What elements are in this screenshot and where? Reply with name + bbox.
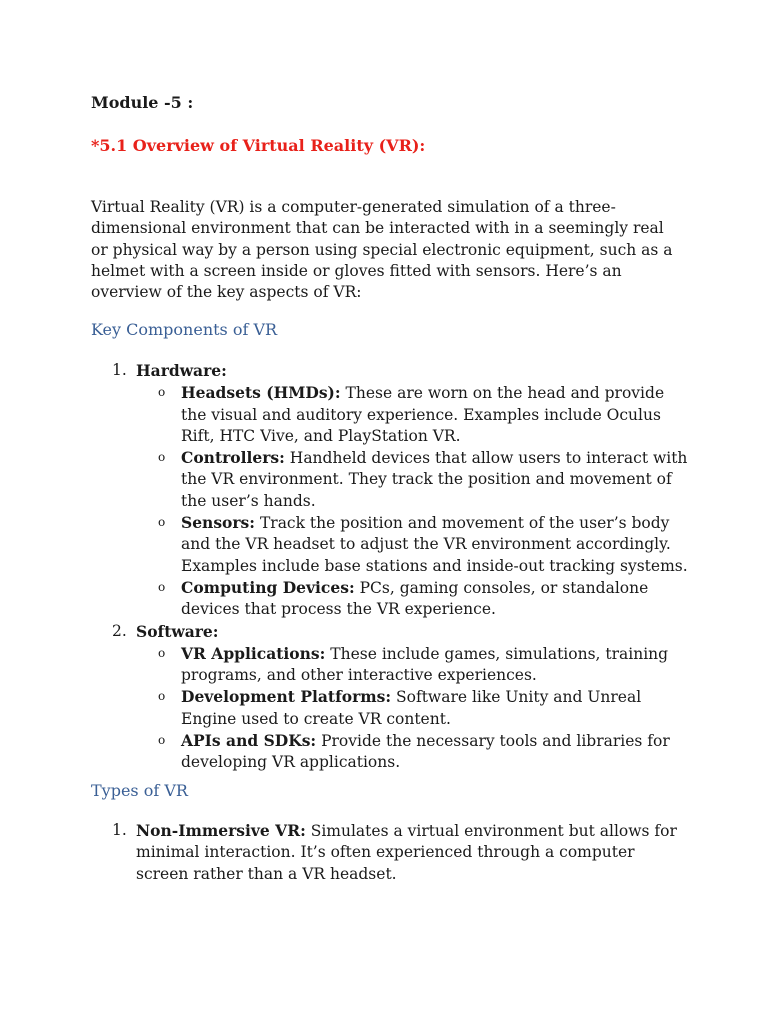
list-item-non-immersive: [91, 820, 691, 885]
circle-bullet-icon: o: [158, 579, 166, 594]
item-term: Controllers:: [181, 448, 285, 468]
item-text: Provide the necessary tools and libraries for developing VR applications.: [181, 732, 670, 772]
list-number: 2.: [112, 621, 127, 640]
item-text: These are worn on the head and provide the visual and auditory experience. Examples include Oculus Rift, HTC Vive, and PlayStation VR.: [181, 384, 665, 445]
list-item: [136, 447, 691, 512]
item-term: VR Applications:: [181, 643, 326, 663]
circle-bullet-icon: o: [158, 450, 166, 465]
list-item: [136, 686, 691, 730]
software-sublist: [136, 643, 691, 774]
item-term: Non-Immersive VR:: [136, 821, 306, 840]
list-item-label: Software:: [136, 621, 219, 641]
list-item: [136, 730, 691, 774]
intro-paragraph: Virtual Reality (VR) is a computer-generated simulation of a three-dimensional environment that can be interacted with in a seemingly real or physical way by a person using special electronic equipment, such as a helmet with a screen inside or gloves fitted with sensors. Here’s an overview of the key aspects of VR:: [91, 198, 673, 302]
item-term: Sensors:: [181, 513, 256, 533]
circle-bullet-icon: o: [158, 385, 166, 400]
item-text: PCs, gaming consoles, or standalone devices that process the VR experience.: [181, 578, 649, 619]
item-term: Computing Devices:: [181, 577, 355, 597]
list-item: [136, 577, 691, 621]
circle-bullet-icon: o: [158, 733, 166, 748]
item-term: Headsets (HMDs):: [181, 383, 341, 403]
item-term: Development Platforms:: [181, 687, 392, 707]
item-text: Track the position and movement of the user’s body and the VR headset to adjust the VR environment accordingly. Examples include base stations and inside-out tracking systems.: [181, 514, 688, 575]
item-text: Simulates a virtual environment but allows for minimal interaction. It’s often experienced through a computer screen rather than a VR headset.: [136, 822, 677, 883]
item-text: Handheld devices that allow users to interact with the VR environment. They track the position and movement of the user’s hands.: [181, 449, 688, 510]
circle-bullet-icon: o: [158, 645, 166, 660]
key-components-heading: Key Components of VR: [91, 320, 278, 339]
list-item: [136, 382, 691, 447]
list-item: [136, 512, 691, 577]
section-title: *5.1 Overview of Virtual Reality (VR):: [91, 136, 426, 155]
circle-bullet-icon: o: [158, 515, 166, 530]
list-item: [136, 643, 691, 687]
types-heading: Types of VR: [91, 781, 188, 800]
module-title: Module -5 :: [91, 93, 194, 112]
key-components-list: [91, 360, 691, 774]
hardware-sublist: [136, 382, 691, 620]
list-number: 1.: [112, 361, 127, 379]
list-item-label: Hardware:: [136, 361, 227, 380]
types-list: [91, 820, 691, 885]
list-item-software: [91, 621, 691, 774]
item-text: Software like Unity and Unreal Engine used to create VR content.: [181, 688, 642, 728]
list-item-hardware: [91, 360, 691, 621]
item-term: APIs and SDKs:: [181, 731, 317, 751]
item-text: These include games, simulations, training programs, and other interactive experiences.: [181, 644, 669, 685]
circle-bullet-icon: o: [158, 689, 166, 704]
list-number: 1.: [112, 821, 127, 839]
